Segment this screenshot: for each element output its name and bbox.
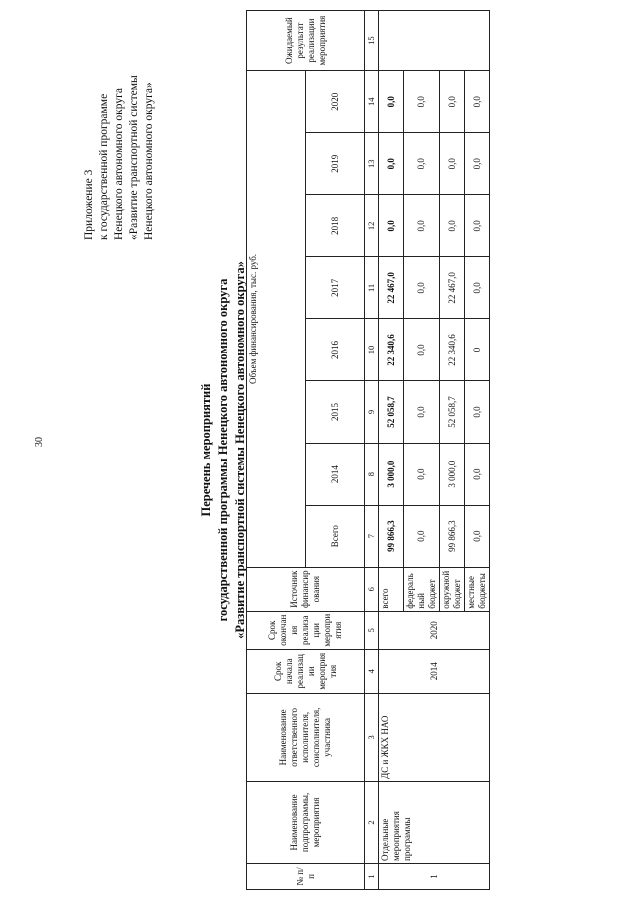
document-title <box>198 10 249 890</box>
column-number: 8 <box>365 443 379 505</box>
cell-source: всего <box>379 567 404 611</box>
column-number: 13 <box>365 133 379 195</box>
column-number: 2 <box>365 781 379 863</box>
cell-2020: 0,0 <box>465 71 490 133</box>
column-number: 6 <box>365 567 379 611</box>
appendix-line: «Развитие транспортной системы <box>128 75 140 240</box>
cell-2015: 0,0 <box>404 381 440 443</box>
header-year-2020: 2020 <box>306 71 365 133</box>
appendix-note <box>82 10 157 240</box>
cell-2015: 52 058,7 <box>379 381 404 443</box>
appendix-line: Приложение 3 <box>83 169 95 240</box>
table-header-row <box>247 11 306 890</box>
appendix-line: Ненецкого автономного округа» <box>143 82 155 240</box>
column-number: 4 <box>365 649 379 693</box>
cell-2014: 3 000,0 <box>440 443 465 505</box>
header-funding-group <box>247 71 306 568</box>
cell-2020: 0,0 <box>440 71 465 133</box>
cell-2017: 22 467,0 <box>440 257 465 319</box>
column-number: 9 <box>365 381 379 443</box>
appendix-line: Ненецкого автономного округа <box>113 88 125 240</box>
column-number: 11 <box>365 257 379 319</box>
header-total: Всего <box>306 505 365 567</box>
header-year-2019: 2019 <box>306 133 365 195</box>
column-number: 1 <box>365 863 379 889</box>
entry-end: 2020 <box>379 611 490 649</box>
page-number: 30 <box>34 437 45 447</box>
cell-2018: 0,0 <box>404 195 440 257</box>
cell-2019: 0,0 <box>465 133 490 195</box>
cell-2018: 0,0 <box>440 195 465 257</box>
cell-2016: 22 340,6 <box>440 319 465 381</box>
header-year-2017: 2017 <box>306 257 365 319</box>
entry-name: Отдельные мероприятия программы <box>379 781 490 863</box>
cell-2019: 0,0 <box>404 133 440 195</box>
cell-2014: 0,0 <box>404 443 440 505</box>
column-number-row <box>365 11 379 890</box>
column-number: 5 <box>365 611 379 649</box>
cell-total: 99 866,3 <box>440 505 465 567</box>
header-year-2016: 2016 <box>306 319 365 381</box>
column-number: 15 <box>365 11 379 71</box>
entry-start: 2014 <box>379 649 490 693</box>
header-end: Срок окончания реализации мероприятия <box>247 611 365 649</box>
cell-total: 99 866,3 <box>379 505 404 567</box>
header-year-2018: 2018 <box>306 195 365 257</box>
cell-2014: 0,0 <box>465 443 490 505</box>
cell-2015: 52 058,7 <box>440 381 465 443</box>
cell-total: 0,0 <box>404 505 440 567</box>
header-source: Источник финансирования <box>247 567 365 611</box>
cell-2017: 0,0 <box>465 257 490 319</box>
cell-source: местные бюджеты <box>465 567 490 611</box>
column-number: 12 <box>365 195 379 257</box>
cell-total: 0,0 <box>465 505 490 567</box>
cell-source: окружной бюджет <box>440 567 465 611</box>
appendix-line: к государственной программе <box>98 93 110 240</box>
cell-2018: 0,0 <box>465 195 490 257</box>
entry-executor: ДС и ЖКХ НАО <box>379 693 490 781</box>
cell-2020: 0,0 <box>404 71 440 133</box>
cell-2019: 0,0 <box>379 133 404 195</box>
cell-2015: 0,0 <box>465 381 490 443</box>
header-name: Наименование подпрограммы, мероприятия <box>247 781 365 863</box>
cell-2017: 0,0 <box>404 257 440 319</box>
cell-2016: 22 340,6 <box>379 319 404 381</box>
cell-2016: 0 <box>465 319 490 381</box>
cell-2020: 0,0 <box>379 71 404 133</box>
title-line-1: Перечень мероприятий <box>199 383 213 517</box>
cell-result <box>379 11 490 71</box>
column-number: 14 <box>365 71 379 133</box>
rotated-landscape-sheet <box>30 10 610 890</box>
header-result: Ожидаемый результат реализации мероприятия <box>247 11 365 71</box>
cell-source: федеральный бюджет <box>404 567 440 611</box>
header-executor: Наименование ответственного исполнителя, соисполнителя, участника <box>247 693 365 781</box>
header-year-2014: 2014 <box>306 443 365 505</box>
header-num: № п/п <box>247 863 365 889</box>
table-row <box>379 11 404 890</box>
cell-2019: 0,0 <box>440 133 465 195</box>
title-line-2: государственной программы Ненецкого автономного округа <box>216 278 230 622</box>
column-number: 7 <box>365 505 379 567</box>
header-year-2015: 2015 <box>306 381 365 443</box>
measures-table <box>246 10 490 890</box>
cell-2014: 3 000,0 <box>379 443 404 505</box>
header-funding-label: Объем финансирования, тыс. руб. <box>248 253 258 384</box>
header-start: Срок начала реализации мероприятия <box>247 649 365 693</box>
column-number: 3 <box>365 693 379 781</box>
cell-2016: 0,0 <box>404 319 440 381</box>
cell-2018: 0,0 <box>379 195 404 257</box>
cell-2017: 22 467,0 <box>379 257 404 319</box>
title-line-3: «Развитие транспортной системы Ненецкого автономного округа» <box>233 261 247 639</box>
column-number: 10 <box>365 319 379 381</box>
entry-num: 1 <box>379 863 490 889</box>
